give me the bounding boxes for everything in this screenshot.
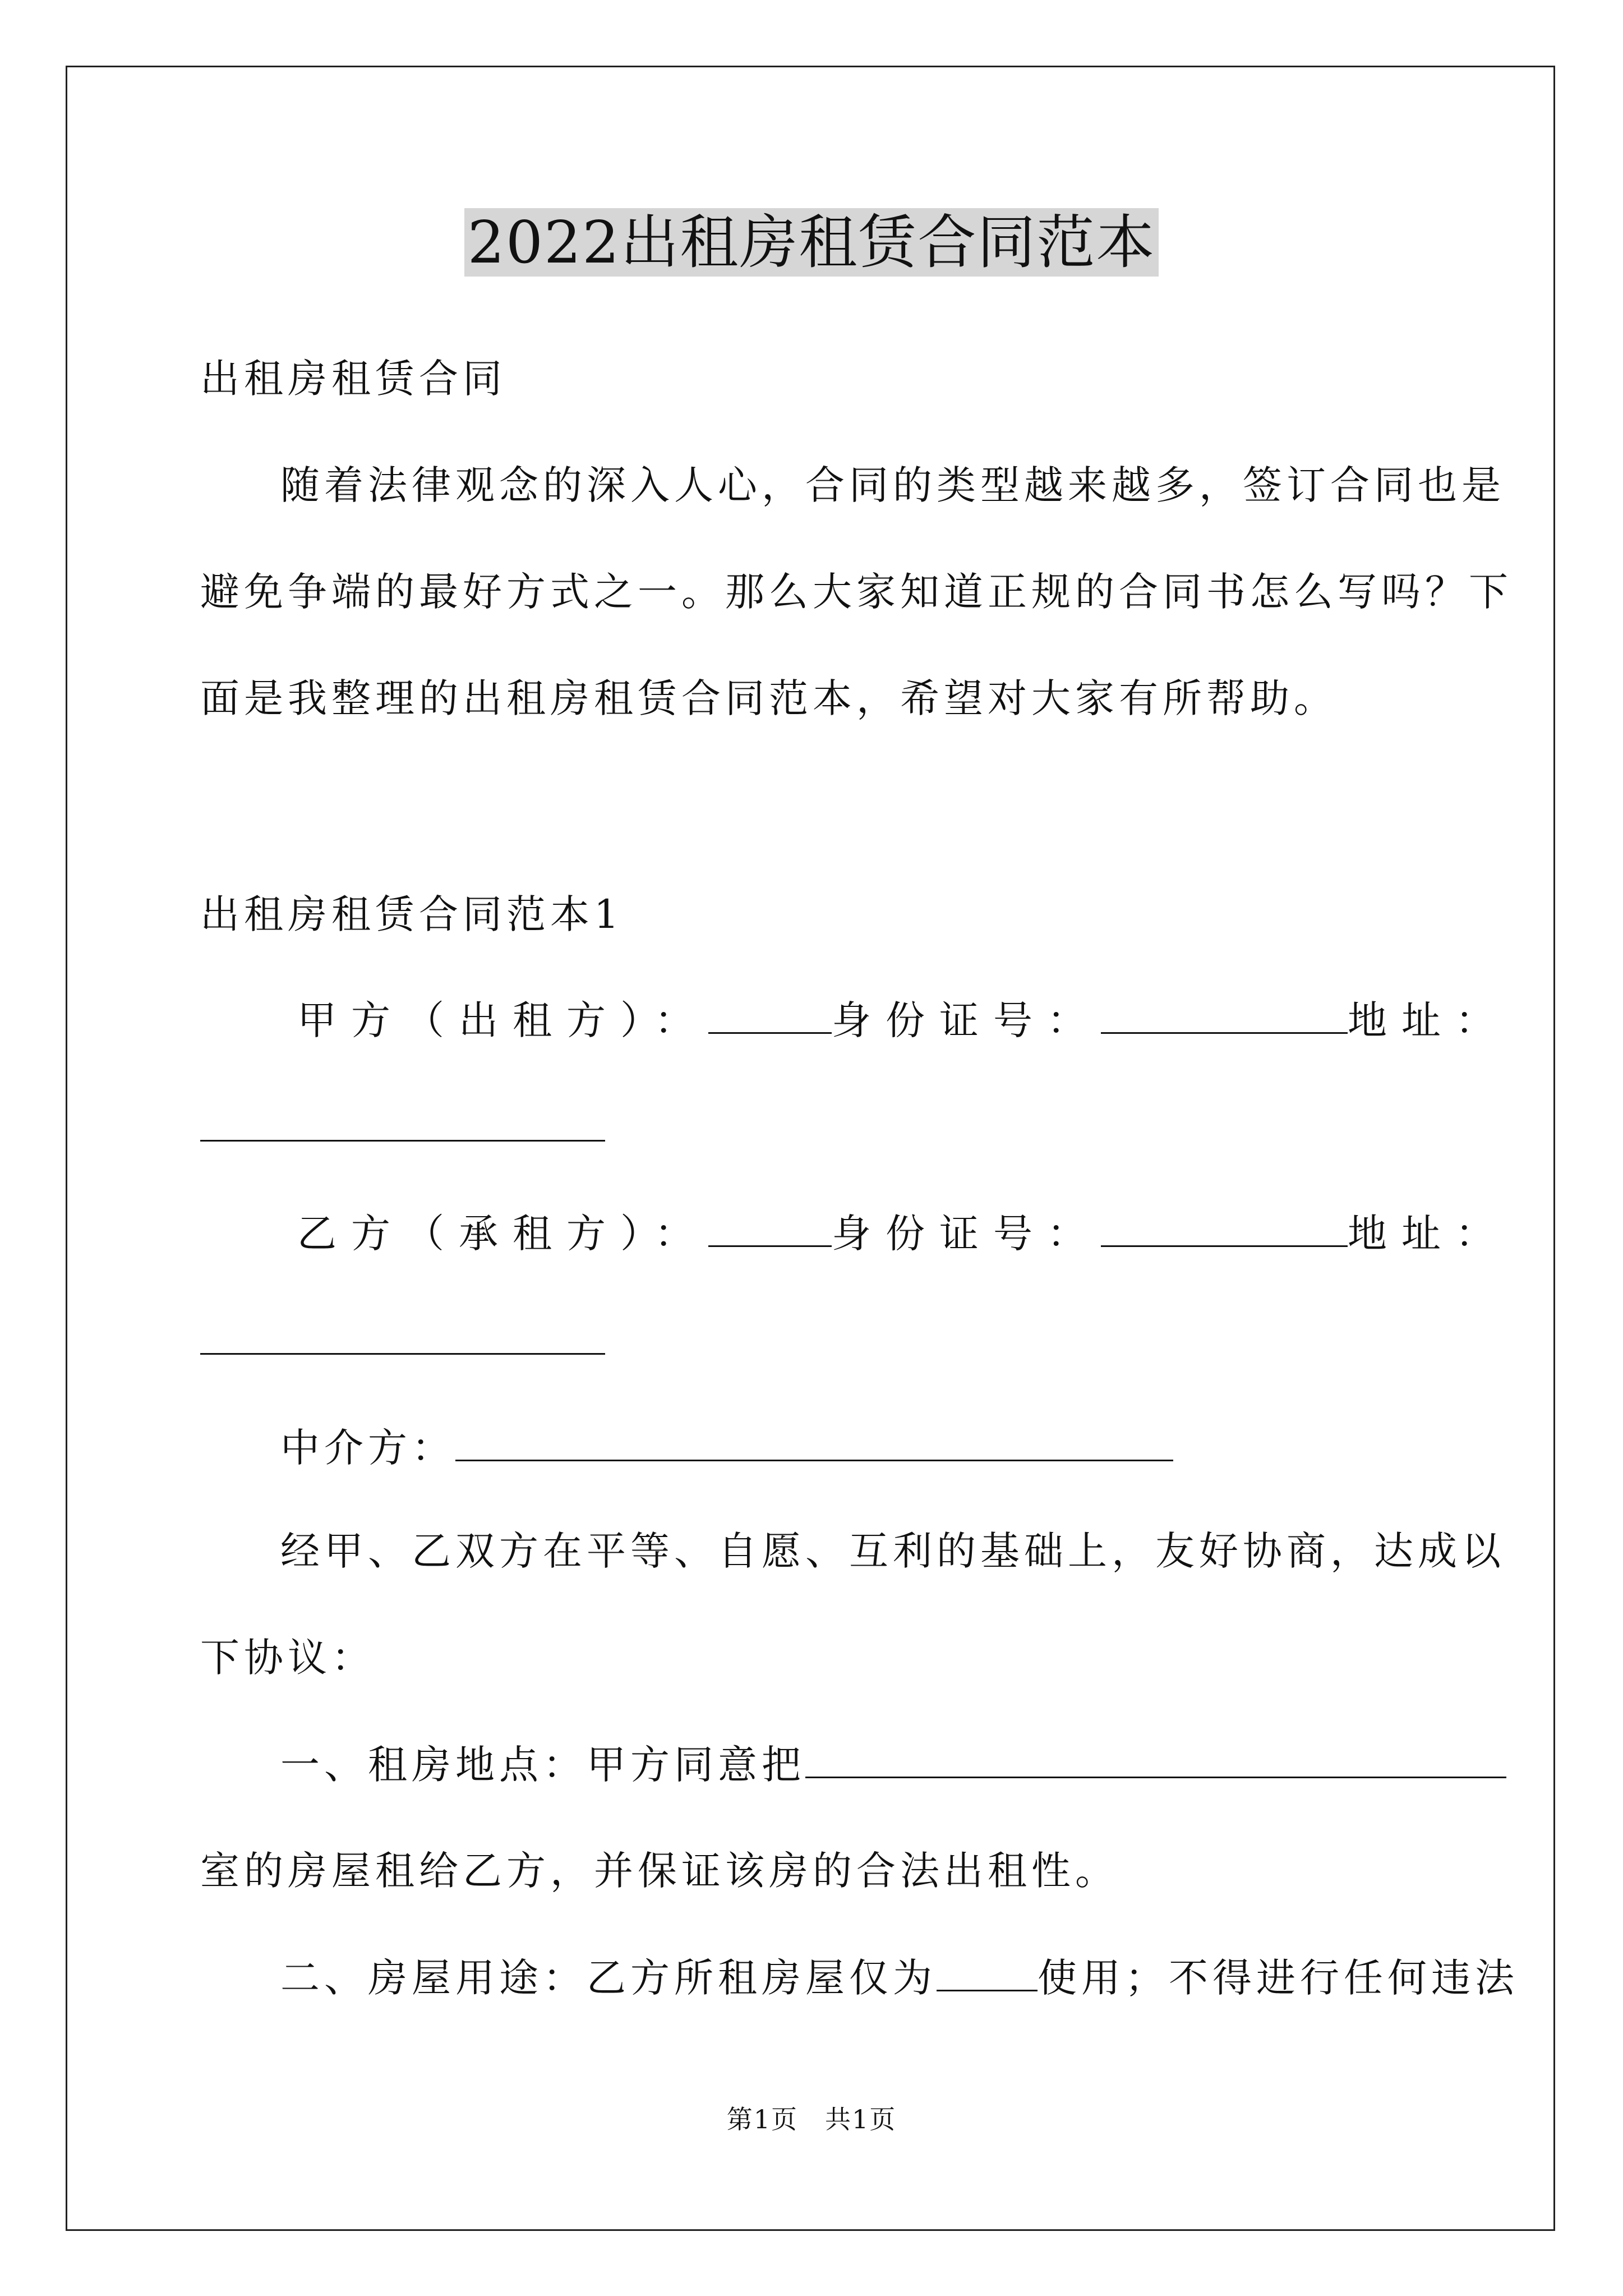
- party-a-name-blank[interactable]: [708, 992, 832, 1034]
- party-b-label: 乙方（承租方）：: [297, 1211, 708, 1257]
- party-b-id-label: 身份证号：: [832, 1211, 1101, 1257]
- section-heading: 出租房租赁合同范本1: [200, 891, 624, 937]
- intro-heading: 出租房租赁合同: [200, 356, 506, 402]
- agent-row: [280, 1419, 1173, 1476]
- party-b-name-blank[interactable]: [708, 1205, 832, 1247]
- clause-2-row: [280, 1949, 1519, 2006]
- party-a-row: [297, 992, 1509, 1048]
- agreement-line-1: 经甲、乙双方在平等、自愿、互利的基础上，友好协商，达成以: [280, 1528, 1505, 1574]
- clause-2-suffix: 使用；不得进行任何违法: [1038, 1955, 1519, 2001]
- party-a-id-blank[interactable]: [1101, 992, 1348, 1034]
- agreement-line-2: 下协议：: [200, 1635, 375, 1681]
- party-b-row: [297, 1205, 1509, 1262]
- clause-1-text: 一、租房地点：甲方同意把: [280, 1742, 805, 1788]
- clause-2-usage-blank[interactable]: [937, 1949, 1038, 1991]
- clause-1-row: [280, 1736, 1506, 1793]
- clause-2-text: 二、房屋用途：乙方所租房屋仅为: [280, 1955, 937, 2001]
- clause-1-location-blank[interactable]: [805, 1736, 1506, 1778]
- party-b-address-blank[interactable]: [200, 1352, 605, 1355]
- party-a-address-blank[interactable]: [200, 1139, 605, 1142]
- agent-label: 中介方：: [280, 1425, 455, 1471]
- intro-paragraph-line-3: 面是我整理的出租房租赁合同范本，希望对大家有所帮助。: [200, 675, 1338, 721]
- document-title: 2022出租房租赁合同范本: [0, 203, 1623, 282]
- party-b-id-blank[interactable]: [1101, 1205, 1348, 1247]
- party-b-address-label: 地址：: [1348, 1211, 1509, 1257]
- intro-paragraph-line-2: 避免争端的最好方式之一。那么大家知道正规的合同书怎么写吗？下: [200, 569, 1513, 615]
- clause-1-continuation: 室的房屋租给乙方，并保证该房的合法出租性。: [200, 1848, 1119, 1894]
- party-a-label: 甲方（出租方）：: [297, 997, 708, 1043]
- party-a-id-label: 身份证号：: [832, 997, 1101, 1043]
- intro-paragraph-line-1: 随着法律观念的深入人心，合同的类型越来越多，签订合同也是: [280, 462, 1505, 508]
- agent-blank[interactable]: [455, 1419, 1173, 1461]
- party-a-address-label: 地址：: [1348, 997, 1509, 1043]
- page-footer: 第1页 共1页: [726, 2104, 897, 2134]
